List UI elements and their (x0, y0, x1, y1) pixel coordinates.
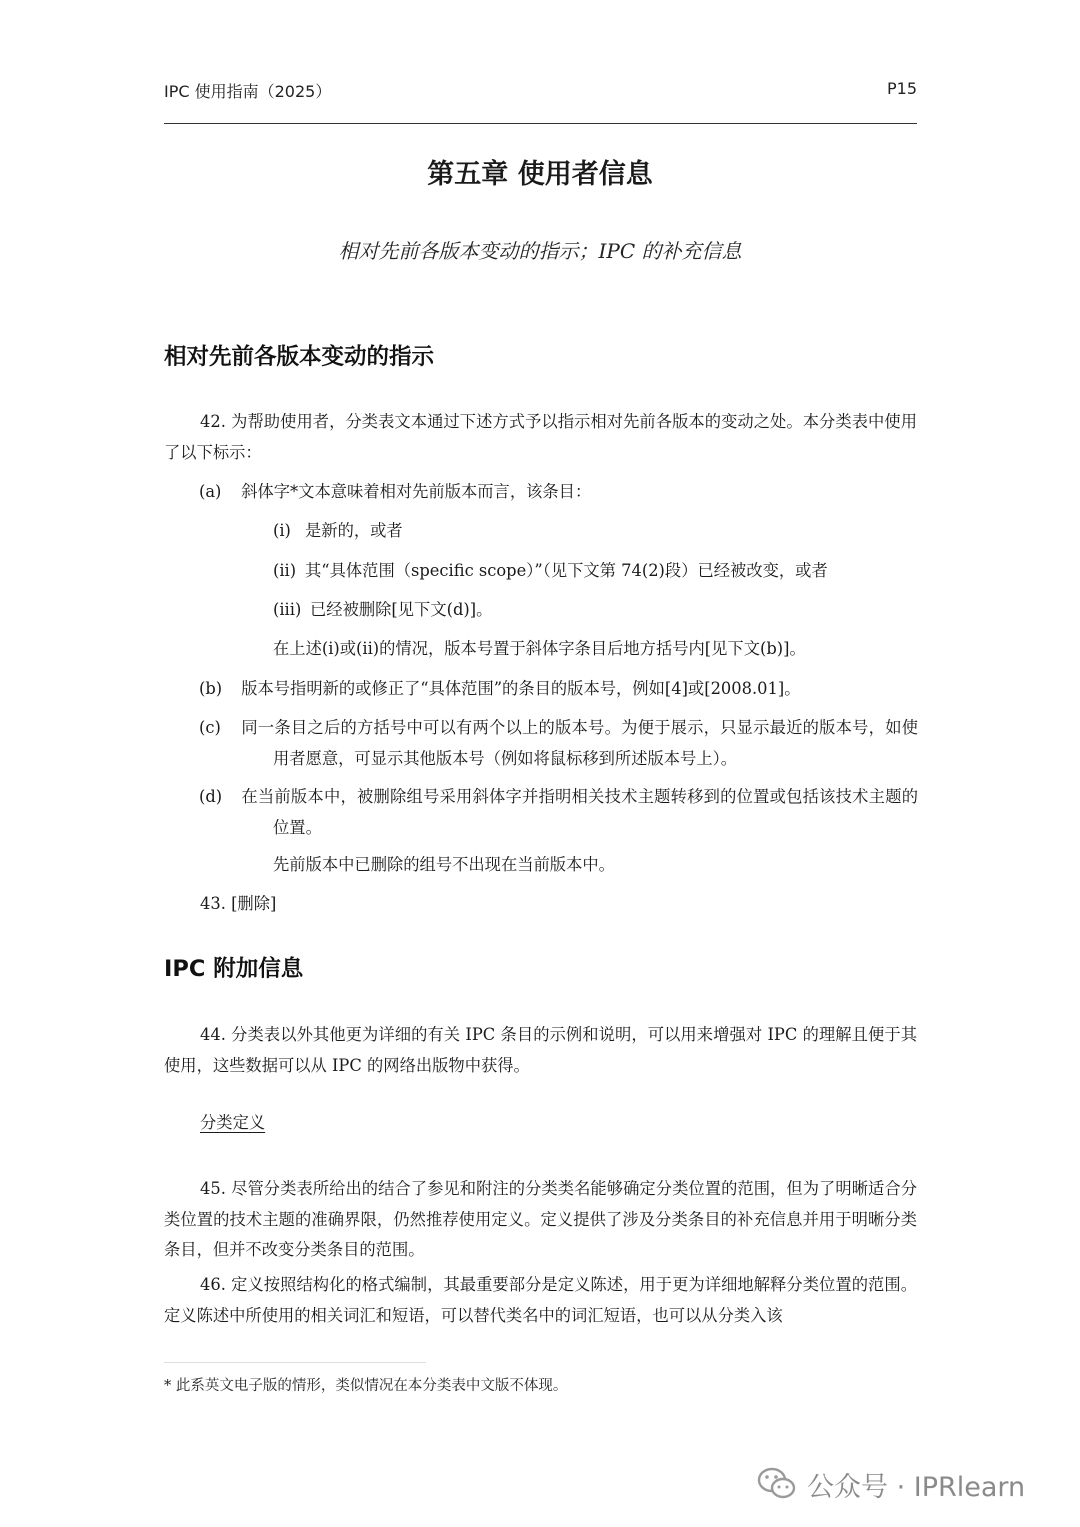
list-item-d: (d) 在当前版本中，被删除组号采用斜体字并指明相关技术主题转移到的位置或包括该技术主题的位置。 (199, 787, 918, 837)
note-d: 先前版本中已删除的组号不出现在当前版本中。 (273, 855, 615, 874)
page-number: P15 (886, 79, 917, 98)
paragraph-43: 43. [删除] (200, 894, 277, 913)
list-item-a: (a) 斜体字*文本意味着相对先前版本而言，该条目： (199, 482, 592, 501)
list-label: (iii) (273, 600, 302, 619)
list-text: 是新的，或者 (305, 521, 403, 540)
list-text: 版本号指明新的或修正了“具体范围”的条目的版本号，例如[4]或[2008.01]。 (241, 679, 801, 698)
list-label: (i) (273, 521, 291, 540)
list-item-i (273, 516, 403, 547)
subheading-definitions: 分类定义 (200, 1113, 266, 1132)
paragraph-44: 44. 分类表以外其他更为详细的有关 IPC 条目的示例和说明，可以用来增强对 IPC 的理解且便于其使用，这些数据可以从 IPC 的网络出版物中获得。 (164, 1025, 917, 1075)
watermark (757, 1460, 1025, 1508)
list-item-c: (c) 同一条目之后的方括号中可以有两个以上的版本号。为便于展示，只显示最近的版本号，如使用者愿意，可显示其他版本号（例如将鼠标移到所述版本号上）。 (199, 718, 918, 768)
wechat-icon (757, 1466, 797, 1502)
list-text: 同一条目之后的方括号中可以有两个以上的版本号。为便于展示，只显示最近的版本号，如使用者愿意，可显示其他版本号（例如将鼠标移到所述版本号上）。 (241, 718, 918, 768)
paragraph-46: 46. 定义按照结构化的格式编制，其最重要部分是定义陈述，用于更为详细地解释分类位置的范围。定义陈述中所使用的相关词汇和短语，可以替代类名中的词汇短语，也可以从分类入该 (164, 1275, 917, 1325)
list-text: 斜体字*文本意味着相对先前版本而言，该条目： (241, 482, 592, 501)
header-rule (164, 123, 917, 124)
header-title: IPC 使用指南（2025） (164, 82, 332, 101)
list-text: 已经被删除[见下文(d)]。 (310, 600, 493, 619)
paragraph-42: 42. 为帮助使用者，分类表文本通过下述方式予以指示相对先前各版本的变动之处。本分类表中使用了以下标示： (164, 412, 917, 462)
chapter-subtitle: 相对先前各版本变动的指示；IPC 的补充信息 (338, 239, 742, 263)
chapter-title: 第五章 使用者信息 (427, 159, 653, 190)
section-heading-ipc-info: IPC 附加信息 (164, 956, 304, 982)
list-text: 其“具体范围（specific scope）”（见下文第 74(2)段）已经被改变，或者 (305, 561, 828, 580)
list-item-ii (273, 556, 828, 587)
list-label: (ii) (273, 561, 297, 580)
footnote-rule (164, 1362, 426, 1363)
watermark-text: 公众号 · IPRlearn (807, 1471, 1026, 1503)
section-heading-changes: 相对先前各版本变动的指示 (164, 344, 435, 370)
footnote: * 此系英文电子版的情形，类似情况在本分类表中文版不体现。 (164, 1378, 568, 1394)
list-text: 在当前版本中，被删除组号采用斜体字并指明相关技术主题转移到的位置或包括该技术主题的位置。 (241, 787, 918, 837)
list-item-iii (273, 595, 492, 626)
paragraph-45: 45. 尽管分类表所给出的结合了参见和附注的分类类名能够确定分类位置的范围，但为了明晰适合分类位置的技术主题的准确界限，仍然推荐使用定义。定义提供了涉及分类条目的补充信息并用于明晰分类条目，但并不改变分类条目的范围。 (164, 1179, 917, 1259)
list-item-b: (b) 版本号指明新的或修正了“具体范围”的条目的版本号，例如[4]或[2008.01]。 (199, 679, 801, 698)
note-i-ii: 在上述(i)或(ii)的情况，版本号置于斜体字条目后地方括号内[见下文(b)]。 (273, 639, 806, 658)
